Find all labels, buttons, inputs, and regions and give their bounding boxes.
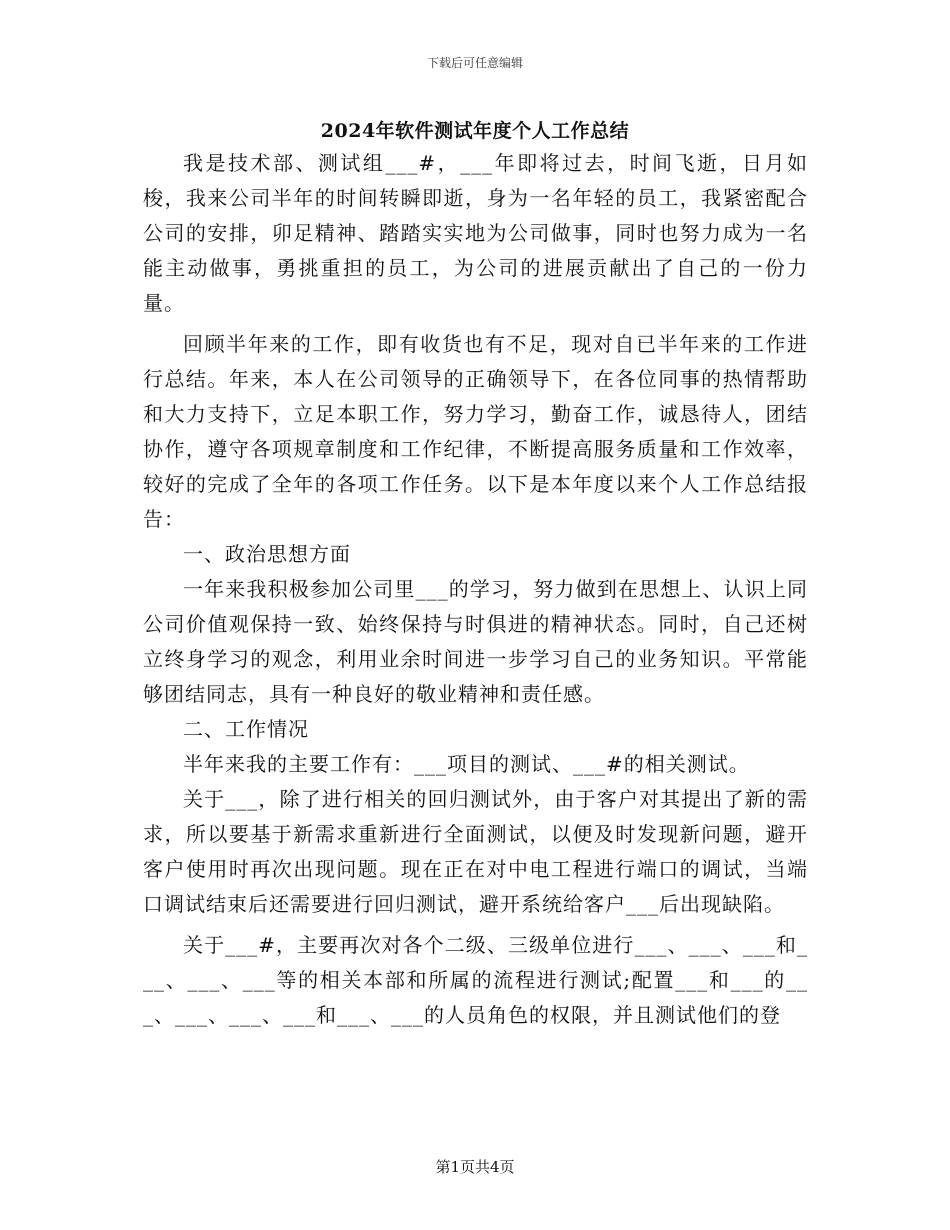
document-title: 2024年软件测试年度个人工作总结 [320, 120, 630, 142]
paragraph-review: 回顾半年来的工作，即有收货也有不足，现对自已半年来的工作进行总结。年来，本人在公司领导的正确领导下，在各位同事的热情帮助和大力支持下，立足本职工作，努力学习，勤奋工作，诚恳待人，团结协作，遵守各项规章制度和工作纪律，不断提高服务质量和工作效率，较好的完成了全年的各项工作任务。以下是本年度以来个人工作总结报告： [143, 332, 808, 531]
section-heading-work: 二、工作情况 [183, 717, 309, 741]
paragraph-work-project-b: 关于___#，主要再次对各个二级、三级单位进行___、___、___和___、___、___等的相关本部和所属的流程进行测试;配置___和___的___、___、___、___和___、___的人员角色的权限，并且测试他们的登 [143, 933, 808, 1027]
paragraph-work-project-a: 关于___，除了进行相关的回归测试外，由于客户对其提出了新的需求，所以要基于新需求重新进行全面测试，以便及时发现新问题，避开客户使用时再次出现问题。现在正在对中电工程进行端口的调试，当端口调试结束后还需要进行回归测试，避开系统给客户___后出现缺陷。 [143, 787, 808, 916]
paragraph-intro: 我是技术部、测试组___#，___年即将过去，时间飞逝，日月如梭，我来公司半年的时间转瞬即逝，身为一名年轻的员工，我紧密配合公司的安排，卯足精神、踏踏实实地为公司做事，同时也努力成为一名能主动做事，勇挑重担的员工，为公司的进展贡献出了自己的一份力量。 [143, 151, 808, 315]
page-number: 第1页共4页 [435, 1158, 515, 1176]
header-note: 下载后可任意编辑 [426, 56, 523, 70]
paragraph-politics: 一年来我积极参加公司里___的学习，努力做到在思想上、认识上同公司价值观保持一致、始终保持与时俱进的精神状态。同时，自己还树立终身学习的观念，利用业余时间进一步学习自己的业务知识。平常能够团结同志，具有一种良好的敬业精神和责任感。 [143, 577, 808, 706]
section-heading-politics: 一、政治思想方面 [183, 542, 351, 566]
paragraph-work-main: 半年来我的主要工作有：___项目的测试、___#的相关测试。 [183, 752, 750, 776]
document-body [143, 146, 808, 1033]
